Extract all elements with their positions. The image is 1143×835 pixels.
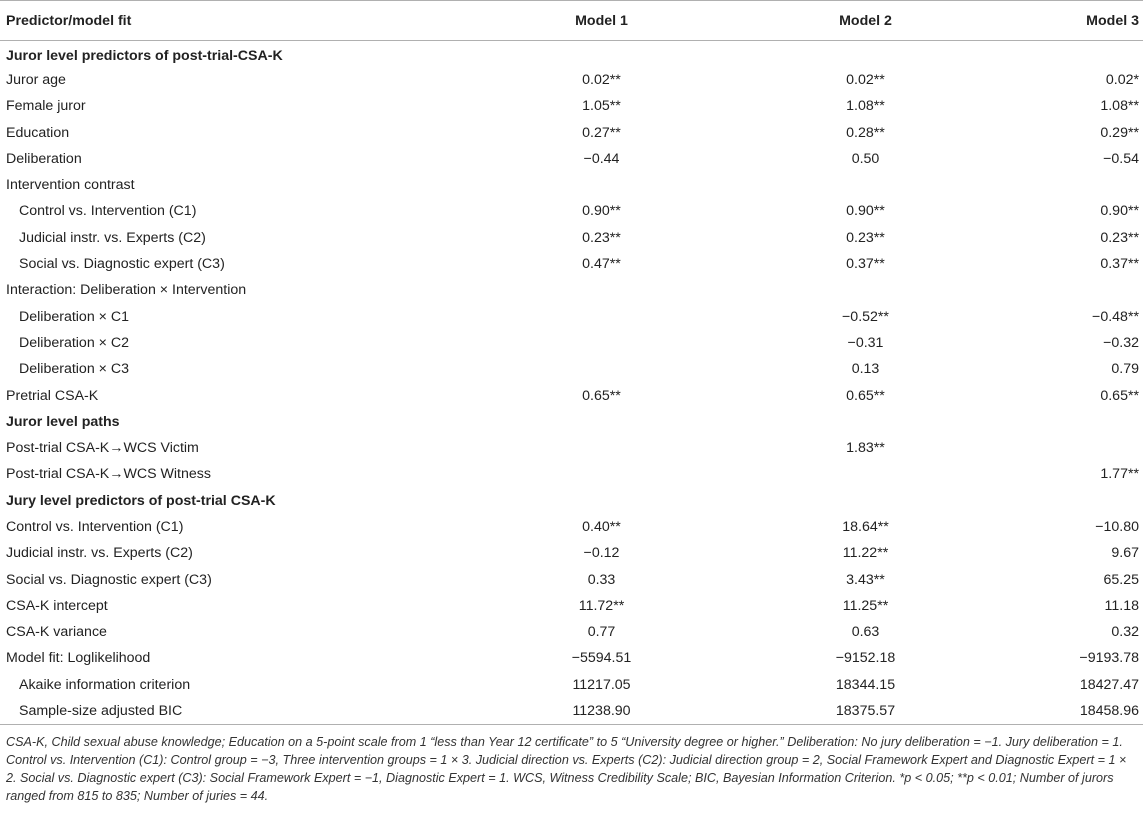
table-row (0, 540, 1143, 566)
model-3-value: 9.67 (1111, 545, 1139, 562)
model-1-value (497, 172, 706, 198)
model-3-value: 0.23** (1100, 229, 1139, 246)
table-row (0, 67, 1143, 93)
table-header-row (0, 1, 1143, 41)
table-row (0, 119, 1143, 145)
model-3-value: 65.25 (1103, 571, 1139, 588)
model-2-value: 0.63 (851, 624, 880, 641)
model-1-value: −0.12 (583, 545, 620, 562)
model-1-value: 0.77 (587, 624, 616, 641)
model-2-value: 18375.57 (706, 698, 1025, 724)
row-label: Control vs. Intervention (C1) (6, 518, 184, 535)
model-3-value: −10.80 (1095, 518, 1139, 535)
table-row (0, 198, 1143, 224)
model-2-value: 0.50 (851, 150, 880, 167)
table-row (0, 277, 1143, 303)
model-2-value: 1.83** (846, 440, 885, 457)
model-1-value: −5594.51 (571, 650, 632, 667)
row-label: Education (6, 124, 70, 141)
model-1-value: 11.72** (578, 597, 625, 614)
row-label: Deliberation × C1 (19, 308, 130, 325)
table-row (0, 698, 1143, 724)
row-label: Control vs. Intervention (C1) (19, 203, 197, 220)
model-2-value: −0.31 (847, 334, 884, 351)
model-1-value: 0.65** (582, 387, 621, 404)
model-3-value (1025, 488, 1143, 514)
model-2-value: 1.08** (846, 98, 885, 115)
header-model-2: Model 2 (706, 1, 1025, 41)
row-label: Female juror (6, 98, 86, 115)
model-2-value (706, 409, 1025, 435)
row-label: Juror age (6, 71, 66, 88)
row-label: Judicial instr. vs. Experts (C2) (19, 229, 206, 246)
table-row (0, 146, 1143, 172)
model-2-value: 0.37** (846, 256, 885, 273)
section-heading-row (0, 488, 1143, 514)
model-3-value: 0.02* (1105, 71, 1139, 88)
header-model-3: Model 3 (1025, 1, 1143, 41)
model-3-value: 0.29** (1100, 124, 1139, 141)
model-3-value: 11.18 (1104, 597, 1139, 614)
table-row (0, 514, 1143, 540)
model-3-value: 1.08** (1100, 98, 1139, 115)
row-label: Juror level predictors of post-trial-CSA-K (6, 47, 283, 64)
section-heading-row (0, 41, 1143, 67)
row-label: Post-trial CSA-K→WCS Victim (6, 440, 199, 457)
model-3-value: 18458.96 (1025, 698, 1143, 724)
row-label: Jury level predictors of post-trial CSA-K (6, 492, 276, 509)
model-1-value: 0.27** (582, 124, 621, 141)
model-3-value: 0.32 (1111, 624, 1139, 641)
model-2-value: 0.90** (846, 203, 885, 220)
model-2-value: 11.25** (842, 597, 889, 614)
model-1-value: 0.33 (587, 571, 616, 588)
model-2-value (706, 172, 1025, 198)
model-1-value: 0.23** (582, 229, 621, 246)
table-row (0, 303, 1143, 329)
row-label: Deliberation × C3 (19, 361, 130, 378)
table-row (0, 93, 1143, 119)
model-3-value (1025, 172, 1143, 198)
model-3-value: −0.48** (1092, 308, 1139, 325)
model-1-value (497, 330, 706, 356)
table-row (0, 672, 1143, 698)
model-3-value: 0.90** (1100, 203, 1139, 220)
model-2-value (706, 277, 1025, 303)
table-row (0, 566, 1143, 592)
model-3-value: 18427.47 (1079, 676, 1139, 693)
model-1-value: 11217.05 (572, 676, 631, 693)
model-1-value (497, 461, 706, 487)
row-label: Post-trial CSA-K→WCS Witness (6, 466, 211, 483)
model-2-value: 18.64** (842, 518, 889, 535)
table-row (0, 330, 1143, 356)
model-1-value: 0.90** (582, 203, 621, 220)
model-1-value: −0.44 (583, 150, 620, 167)
row-label: Deliberation (6, 150, 82, 167)
model-1-value (497, 303, 706, 329)
model-2-value: −0.52** (842, 308, 889, 325)
table-row (0, 382, 1143, 408)
model-2-value (706, 488, 1025, 514)
row-label: Social vs. Diagnostic expert (C3) (19, 256, 225, 273)
model-2-value: 0.65** (846, 387, 885, 404)
model-2-value (706, 461, 1025, 487)
table-row (0, 356, 1143, 382)
model-1-value: 0.47** (582, 256, 621, 273)
model-1-value: 0.02** (582, 71, 621, 88)
model-1-value (497, 41, 706, 67)
model-3-value: 0.65** (1100, 387, 1139, 404)
table-body (0, 41, 1143, 725)
model-3-value: 0.37** (1100, 256, 1139, 273)
row-label: Interaction: Deliberation × Intervention (6, 282, 247, 299)
section-heading-row (0, 409, 1143, 435)
table-row (0, 251, 1143, 277)
model-2-value: −9152.18 (835, 650, 896, 667)
row-label: Social vs. Diagnostic expert (C3) (6, 571, 212, 588)
row-label: Intervention contrast (6, 177, 135, 194)
model-3-value (1025, 277, 1143, 303)
model-2-value: 0.28** (846, 124, 885, 141)
model-1-value: 0.40** (582, 518, 621, 535)
row-label: CSA-K variance (6, 624, 107, 641)
header-predictor: Predictor/model fit (0, 1, 497, 41)
header-model-1: Model 1 (497, 1, 706, 41)
table-row (0, 461, 1143, 487)
model-2-value: 11.22** (842, 545, 889, 562)
row-label: Model fit: Loglikelihood (6, 650, 151, 667)
row-label: Sample-size adjusted BIC (0, 698, 497, 724)
model-2-value: 0.23** (846, 229, 885, 246)
row-label: Juror level paths (6, 413, 120, 430)
model-3-value: −9193.78 (1079, 650, 1139, 667)
model-1-value (497, 409, 706, 435)
table-row (0, 225, 1143, 251)
model-1-value: 1.05** (582, 98, 621, 115)
model-3-value: 1.77** (1100, 466, 1139, 483)
row-label: Judicial instr. vs. Experts (C2) (6, 545, 193, 562)
model-2-value (706, 41, 1025, 67)
table-row (0, 645, 1143, 671)
table-row (0, 172, 1143, 198)
table-row (0, 593, 1143, 619)
model-1-value (497, 356, 706, 382)
model-1-value: 11238.90 (497, 698, 706, 724)
model-3-value: −0.32 (1103, 334, 1139, 351)
table-footnote: CSA-K, Child sexual abuse knowledge; Education on a 5-point scale from 1 “less than Year 12 certificate” to 5 “University degree or higher.” Deliberation: No jury deliberation = −1. Jury deliberation = 1. Control vs. Intervention (C1): Control group = −3, Three intervention groups = 1 × 3. Judicial direction vs. Experts (C2): Judicial direction group = 2, Social Framework Expert and Diagnostic Expert = 1 × 2. Social vs. Diagnostic expert (C3): Social Framework Expert = −1, Diagnostic Expert = 1. WCS, Witness Credibility Scale; BIC, Bayesian Information Criterion. *p < 0.05; **p < 0.01; Number of jurors ranged from 815 to 835; Number of juries = 44. (6, 734, 1127, 803)
model-3-value (1025, 435, 1143, 461)
model-1-value (497, 277, 706, 303)
model-2-value: 3.43** (846, 571, 885, 588)
table-row (0, 435, 1143, 461)
model-2-value: 0.02** (846, 71, 885, 88)
row-label: Akaike information criterion (19, 676, 191, 693)
table-row (0, 619, 1143, 645)
model-3-value (1025, 41, 1143, 67)
model-2-value: 0.13 (851, 361, 880, 378)
model-3-value (1025, 409, 1143, 435)
model-3-value: −0.54 (1103, 150, 1139, 167)
model-1-value (497, 488, 706, 514)
row-label: CSA-K intercept (6, 597, 108, 614)
model-3-value: 0.79 (1111, 361, 1139, 378)
model-1-value (497, 435, 706, 461)
model-2-value: 18344.15 (835, 676, 896, 693)
row-label: Pretrial CSA-K (6, 387, 99, 404)
row-label: Deliberation × C2 (19, 334, 130, 351)
